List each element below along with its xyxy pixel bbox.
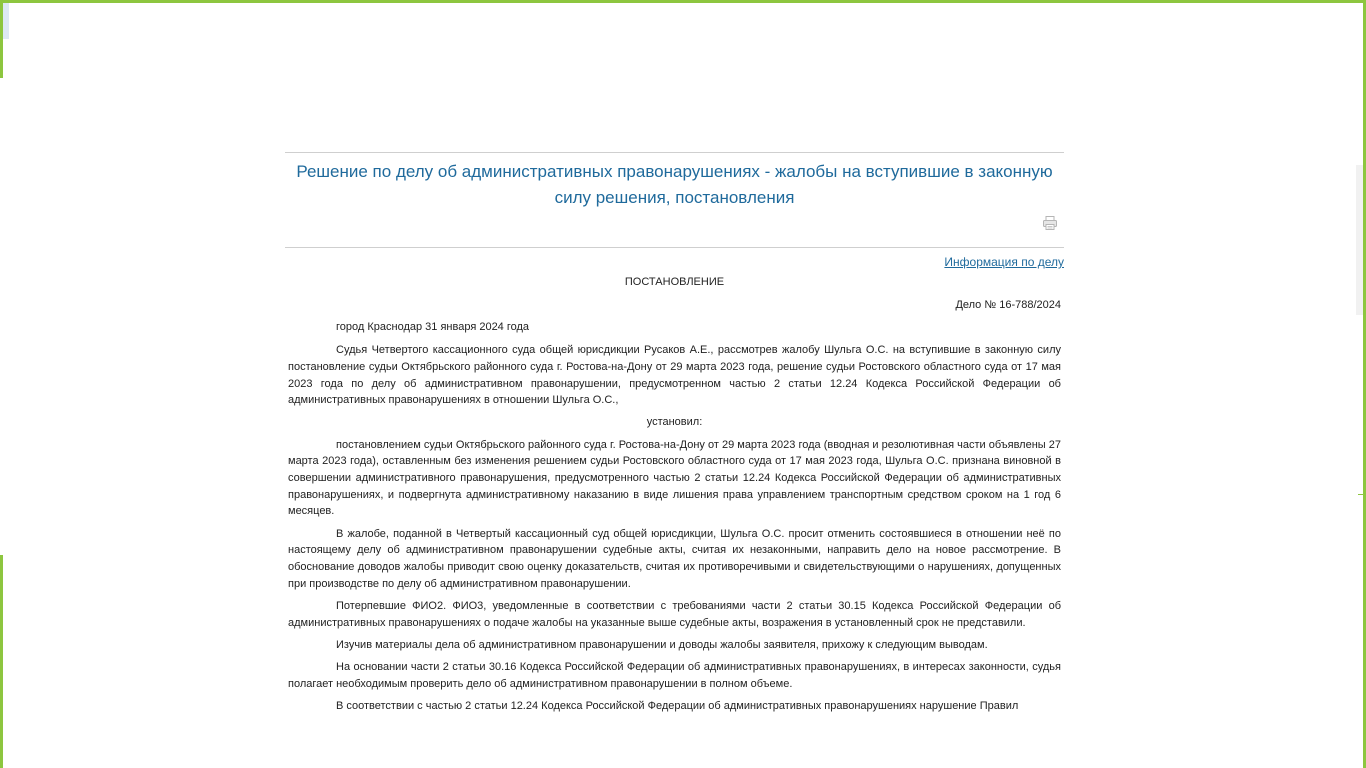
page-title: Решение по делу об административных правонарушениях - жалобы на вступившие в законную силу решения, постановления [296,162,1053,207]
case-info-link[interactable]: Информация по делу [944,255,1064,269]
corner-marker [3,3,9,39]
header-divider-bottom [285,247,1064,248]
established-label: установил: [646,416,703,429]
paragraph: На основании части 2 статьи 30.16 Кодекса Российской Федерации об административных правонарушениях, в интересах законности, судья полагает необходимым проверить дело об административном правонарушении в полном объеме. [288,661,1061,690]
printer-icon[interactable] [1042,215,1058,231]
document-heading: ПОСТАНОВЛЕНИЕ [624,276,725,288]
document-body [285,274,1064,715]
paragraph: В жалобе, поданной в Четвертый кассационный суд общей юрисдикции, Шульга О.С. просит отменить состоявшиеся в отношении неё по настоящему делу об административном правонарушении судебные акты, считая их незаконными, направить дело на новое рассмотрение. В обоснование доводов жалобы приводит свою оценку доказательств, считая их противоречивыми и свидетельствующими о нарушениях, допущенных при производстве по делу об административном правонарушении. [288,527,1061,590]
scroll-marker [1358,494,1363,495]
paragraph: Изучив материалы дела об административном правонарушении и доводы жалобы заявителя, прихожу к следующим выводам. [336,638,988,651]
window-frame-top [0,0,1366,3]
header-divider-top [285,152,1064,153]
paragraph: Потерпевшие ФИО2. ФИО3, уведомленные в соответствии с требованиями части 2 статьи 30.15 Кодекса Российской Федерации об административных правонарушениях о подаче жалобы на указанные выше судебные акты, возражения в установленный срок не представили. [288,599,1061,629]
scrollbar[interactable] [1356,165,1363,315]
paragraph: В соответствии с частью 2 статьи 12.24 Кодекса Российской Федерации об административных правонарушениях нарушение Правил [336,699,1019,712]
city-date: город Краснодар 31 января 2024 года [336,321,530,334]
document-page [285,152,1064,720]
case-number: Дело № 16-788/2024 [955,298,1061,311]
print-row [285,211,1064,247]
window-frame-left-lower [0,555,3,768]
paragraph: Судья Четвертого кассационного суда общей юрисдикции Русаков А.Е., рассмотрев жалобу Шульга О.С. на вступившие в законную силу постановление судьи Октябрьского районного суда г. Ростова-на-Дону от 29 марта 2023 года, решение судьи Ростовского областного суда от 17 мая 2023 года по делу об административном правонарушении, предусмотренном частью 2 статьи 12.24 Кодекса Российской Федерации об административных правонарушениях в отношении Шульга О.С., [288,344,1061,407]
paragraph: постановлением судьи Октябрьского районного суда г. Ростова-на-Дону от 29 марта 2023 года (вводная и резолютивная части объявлены 27 марта 2023 года), оставленным без изменения решением судьи Ростовского областного суда от 17 мая 2023 года, Шульга О.С. признана виновной в совершении административного правонарушения, предусмотренного частью 2 статьи 12.24 Кодекса Российской Федерации об административных правонарушениях, и подвергнута административному наказанию в виде лишения права управлением транспортным средством сроком на 1 год 6 месяцев. [288,438,1061,518]
